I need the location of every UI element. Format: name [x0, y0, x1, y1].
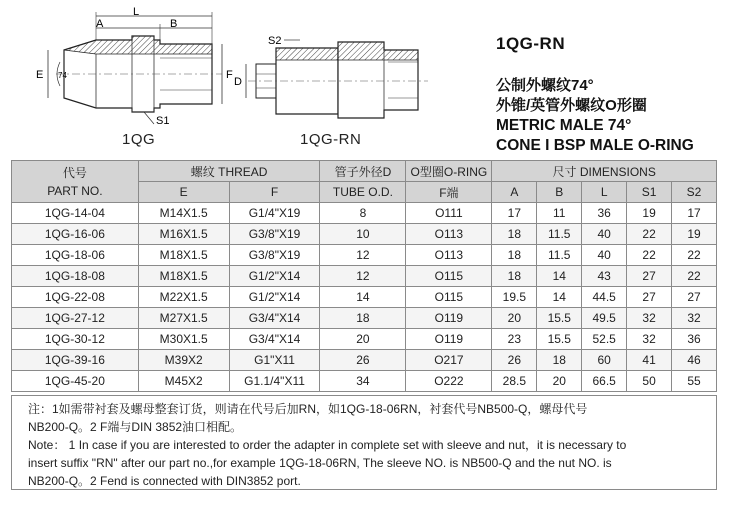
cell-l: 36: [582, 203, 627, 224]
cell-f: G3/4"X14: [229, 329, 320, 350]
cell-l: 44.5: [582, 287, 627, 308]
cell-s1: 50: [627, 371, 672, 392]
cell-tube-od: 8: [320, 203, 406, 224]
cell-e: M39X2: [138, 350, 229, 371]
dim-label-e: E: [36, 69, 44, 81]
header-part-zh: 代号: [62, 165, 87, 180]
table-row: [12, 350, 717, 371]
cell-part-no: 1QG-22-08: [12, 287, 139, 308]
cell-b: 15.5: [537, 308, 582, 329]
cell-e: M18X1.5: [138, 266, 229, 287]
header-e: E: [138, 182, 229, 203]
cell-a: 18: [492, 245, 537, 266]
cell-l: 49.5: [582, 308, 627, 329]
cell-tube-od: 10: [320, 224, 406, 245]
spec-table: [11, 160, 717, 392]
dim-label-l: L: [133, 6, 140, 18]
cell-oring: O217: [406, 350, 492, 371]
cell-f: G1"X11: [229, 350, 320, 371]
cell-l: 43: [582, 266, 627, 287]
cell-b: 14: [537, 266, 582, 287]
cell-e: M22X1.5: [138, 287, 229, 308]
cell-l: 66.5: [582, 371, 627, 392]
header-b: B: [537, 182, 582, 203]
dim-label-s1: S1: [156, 115, 170, 127]
drawing-caption-1qg: 1QG: [122, 131, 156, 148]
cell-f: G1/4"X19: [229, 203, 320, 224]
cell-part-no: 1QG-18-06: [12, 245, 139, 266]
cell-s1: 32: [627, 329, 672, 350]
cell-s2: 36: [672, 329, 717, 350]
cell-f: G3/8"X19: [229, 224, 320, 245]
table-row: [12, 224, 717, 245]
table-row: [12, 329, 717, 350]
cell-tube-od: 20: [320, 329, 406, 350]
note-en-line-3: NB200-Q。2 Fend is connected with DIN3852 port.: [28, 474, 301, 488]
dim-label-s2: S2: [268, 35, 282, 47]
cell-s2: 17: [672, 203, 717, 224]
cell-oring: O115: [406, 266, 492, 287]
dim-label-b: B: [170, 18, 178, 30]
cell-oring: O111: [406, 203, 492, 224]
table-row: [12, 371, 717, 392]
cell-tube-od: 26: [320, 350, 406, 371]
cell-tube-od: 14: [320, 287, 406, 308]
product-title-zh-1: 公制外螺纹74°: [496, 77, 594, 94]
cell-s1: 32: [627, 308, 672, 329]
cell-part-no: 1QG-39-16: [12, 350, 139, 371]
notes-box: [11, 395, 717, 490]
cell-a: 20: [492, 308, 537, 329]
cell-b: 20: [537, 371, 582, 392]
header-s2: S2: [672, 182, 717, 203]
cell-tube-od: 18: [320, 308, 406, 329]
cell-s1: 27: [627, 287, 672, 308]
header-part-en: PART NO.: [47, 183, 103, 198]
cell-part-no: 1QG-27-12: [12, 308, 139, 329]
cell-f: G1/2"X14: [229, 266, 320, 287]
cell-e: M30X1.5: [138, 329, 229, 350]
product-code: 1QG-RN: [496, 34, 566, 53]
cell-s2: 32: [672, 308, 717, 329]
table-row: [12, 266, 717, 287]
cell-part-no: 1QG-45-20: [12, 371, 139, 392]
cell-oring: O119: [406, 329, 492, 350]
cell-b: 18: [537, 350, 582, 371]
note-zh-line-1: 注：1如需带衬套及螺母整套订货，则请在代号后加RN，如1QG-18-06RN，衬套代号NB500-Q，螺母代号: [28, 402, 588, 416]
cell-tube-od: 34: [320, 371, 406, 392]
note-en-line-2: insert suffix "RN" after our part no.,for example 1QG-18-06RN, The sleeve NO. is NB500-Q and the nut NO. is: [28, 456, 612, 470]
cell-part-no: 1QG-30-12: [12, 329, 139, 350]
header-thread: 螺纹 THREAD: [138, 161, 320, 182]
cell-b: 11.5: [537, 224, 582, 245]
cell-part-no: 1QG-16-06: [12, 224, 139, 245]
cell-f: G3/8"X19: [229, 245, 320, 266]
cell-s2: 19: [672, 224, 717, 245]
header-s1: S1: [627, 182, 672, 203]
cell-l: 52.5: [582, 329, 627, 350]
cell-s1: 27: [627, 266, 672, 287]
cell-s1: 19: [627, 203, 672, 224]
cell-a: 17: [492, 203, 537, 224]
product-title-en-2: CONE I BSP MALE O-RING: [496, 137, 694, 154]
dim-label-angle: 74: [58, 71, 67, 80]
cell-e: M18X1.5: [138, 245, 229, 266]
cell-oring: O113: [406, 224, 492, 245]
table-row: [12, 245, 717, 266]
cell-part-no: 1QG-18-08: [12, 266, 139, 287]
cell-a: 19.5: [492, 287, 537, 308]
cell-oring: O222: [406, 371, 492, 392]
cell-a: 18: [492, 266, 537, 287]
dim-label-f: F: [226, 69, 233, 81]
cell-s1: 41: [627, 350, 672, 371]
cell-b: 11.5: [537, 245, 582, 266]
cell-oring: O115: [406, 287, 492, 308]
cell-s2: 27: [672, 287, 717, 308]
cell-a: 28.5: [492, 371, 537, 392]
note-zh-line-2: NB200-Q。2 F端与DIN 3852油口相配。: [28, 420, 243, 434]
cell-oring: O113: [406, 245, 492, 266]
drawing-caption-1qg-rn: 1QG-RN: [300, 131, 362, 148]
cell-a: 23: [492, 329, 537, 350]
header-l: L: [582, 182, 627, 203]
cell-s2: 22: [672, 266, 717, 287]
cell-oring: O119: [406, 308, 492, 329]
cell-a: 26: [492, 350, 537, 371]
header-dimensions: 尺寸 DIMENSIONS: [492, 161, 717, 182]
dim-label-a: A: [96, 18, 104, 30]
cell-b: 15.5: [537, 329, 582, 350]
cell-part-no: 1QG-14-04: [12, 203, 139, 224]
cell-e: M27X1.5: [138, 308, 229, 329]
cell-f: G1.1/4"X11: [229, 371, 320, 392]
header-tube-od: TUBE O.D.: [320, 182, 406, 203]
header-a: A: [492, 182, 537, 203]
cell-s2: 46: [672, 350, 717, 371]
product-title-zh-2: 外锥/英管外螺纹O形圈: [496, 97, 647, 114]
cell-s1: 22: [627, 245, 672, 266]
cell-l: 60: [582, 350, 627, 371]
cell-s2: 22: [672, 245, 717, 266]
product-title-en-1: METRIC MALE 74°: [496, 117, 632, 134]
cell-s1: 22: [627, 224, 672, 245]
cell-b: 14: [537, 287, 582, 308]
cell-s2: 55: [672, 371, 717, 392]
header-f-end: F端: [406, 182, 492, 203]
header-f: F: [229, 182, 320, 203]
cell-a: 18: [492, 224, 537, 245]
dim-label-d: D: [234, 76, 242, 88]
note-en-line-1: Note： 1 In case if you are interested to order the adapter in complete set with sleeve and nut，it is necessary to: [28, 438, 627, 452]
header-oring: O型圈O-RING: [406, 161, 492, 182]
cell-tube-od: 12: [320, 245, 406, 266]
cell-f: G1/2"X14: [229, 287, 320, 308]
cell-l: 40: [582, 224, 627, 245]
cell-e: M45X2: [138, 371, 229, 392]
header-tube: 管子外径D: [320, 161, 406, 182]
cell-e: M16X1.5: [138, 224, 229, 245]
table-row: [12, 287, 717, 308]
cell-l: 40: [582, 245, 627, 266]
cell-b: 11: [537, 203, 582, 224]
cell-tube-od: 12: [320, 266, 406, 287]
table-row: [12, 203, 717, 224]
cell-e: M14X1.5: [138, 203, 229, 224]
product-header: [496, 34, 726, 156]
table-row: [12, 308, 717, 329]
cell-f: G3/4"X14: [229, 308, 320, 329]
header-part-no: [12, 161, 139, 203]
